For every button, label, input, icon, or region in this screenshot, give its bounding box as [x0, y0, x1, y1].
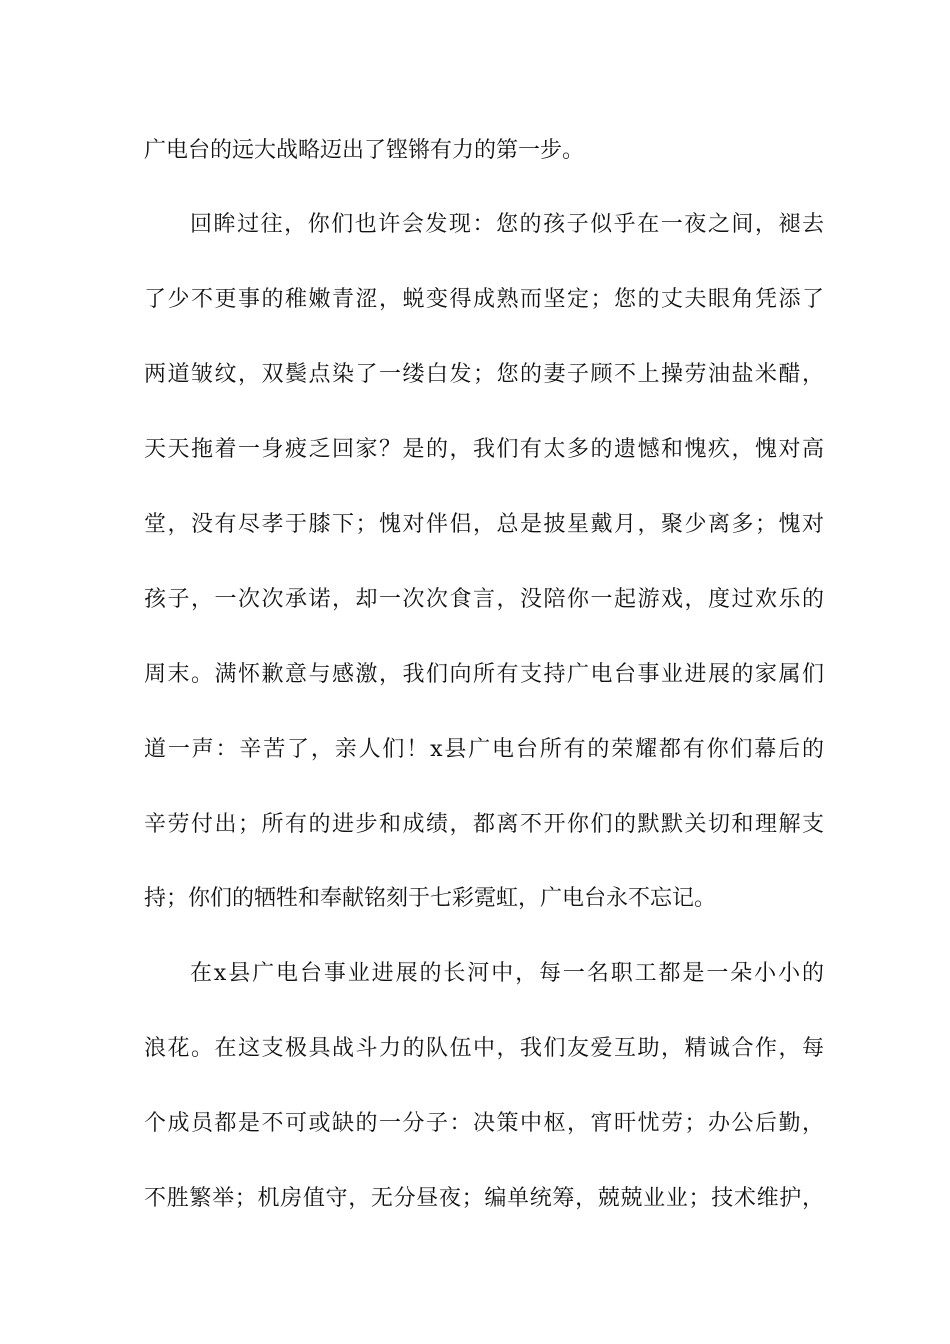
text-line-6: 堂，没有尽孝于膝下；愧对伴侣，总是披星戴月，聚少离多；愧对 [144, 512, 824, 537]
text-line-3: 了少不更事的稚嫩青涩，蜕变得成熟而坚定；您的丈夫眼角凭添了 [144, 287, 824, 312]
text-line-5: 天天拖着一身疲乏回家？是的，我们有太多的遗憾和愧疚，愧对高 [144, 437, 824, 462]
text-line-12: 在x县广电台事业进展的长河中，每一名职工都是一朵小小的 [190, 961, 824, 986]
text-line-14: 个成员都是不可或缺的一分子：决策中枢，宵旰忧劳；办公后勤， [144, 1111, 824, 1136]
text-line-15: 不胜繁举；机房值守，无分昼夜；编单统筹，兢兢业业；技术维护， [144, 1186, 824, 1211]
text-line-7: 孩子，一次次承诺，却一次次食言，没陪你一起游戏，度过欢乐的 [144, 587, 824, 612]
text-line-2: 回眸过往，你们也许会发现：您的孩子似乎在一夜之间，褪去 [190, 212, 824, 237]
text-line-9: 道一声：辛苦了，亲人们！x县广电台所有的荣耀都有你们幕后的 [144, 737, 824, 762]
text-line-10: 辛劳付出；所有的进步和成绩，都离不开你们的默默关切和理解支 [144, 812, 824, 837]
text-line-8: 周末。满怀歉意与感激，我们向所有支持广电台事业进展的家属们 [144, 662, 824, 687]
text-line-13: 浪花。在这支极具战斗力的队伍中，我们友爱互助，精诚合作，每 [144, 1036, 824, 1061]
text-line-1: 广电台的远大战略迈出了铿锵有力的第一步。 [144, 138, 585, 163]
text-line-4: 两道皱纹，双鬓点染了一缕白发；您的妻子顾不上操劳油盐米醋， [144, 362, 824, 387]
text-line-11: 持；你们的牺牲和奉献铭刻于七彩霓虹，广电台永不忘记。 [144, 886, 717, 911]
